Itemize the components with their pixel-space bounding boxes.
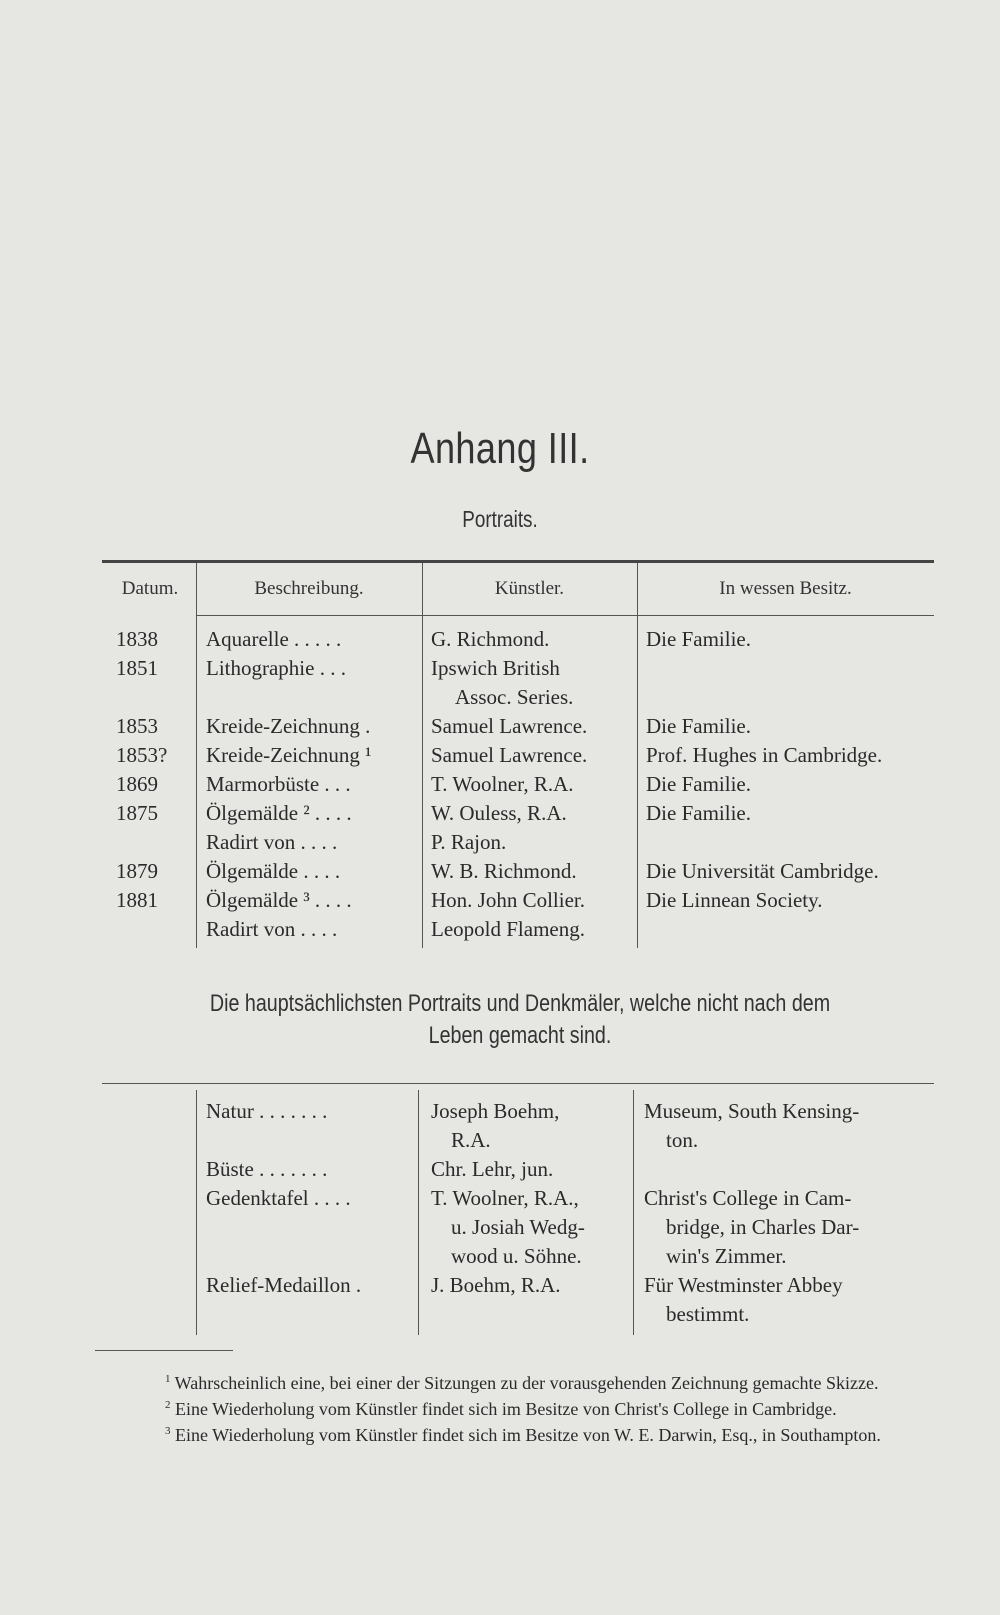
footnote-mark: 2: [165, 1399, 171, 1411]
cell-description: Natur . . . . . . .: [206, 1099, 328, 1123]
cell-owner: Die Familie.: [646, 627, 751, 651]
cell-owner: Die Familie.: [646, 714, 751, 738]
cell-description: Radirt von . . . .: [206, 917, 338, 941]
cell-description: Kreide-Zeichnung .: [206, 714, 371, 738]
table-top-rule: [102, 1083, 934, 1084]
cell-owner: Christ's College in Cam-: [644, 1186, 852, 1210]
section-heading: [100, 988, 940, 1052]
cell-owner: Die Linnean Society.: [646, 888, 823, 912]
cell-description: Radirt von . . . .: [206, 830, 338, 854]
footnote-rule: [95, 1350, 233, 1351]
column-header-owner: In wessen Besitz.: [719, 578, 852, 599]
footnotes: [95, 1368, 935, 1446]
cell-owner: Museum, South Kensing-: [644, 1099, 860, 1123]
cell-artist: G. Richmond.: [431, 627, 550, 651]
cell-owner: Für Westminster Abbey: [644, 1273, 843, 1297]
footnote-text: Eine Wiederholung vom Künstler findet sich im Besitze von Christ's College in Cambridge.: [170, 1399, 837, 1419]
footnote-mark: 3: [165, 1425, 171, 1437]
cell-artist: R.A.: [451, 1128, 491, 1152]
cell-owner: bridge, in Charles Dar-: [666, 1215, 860, 1239]
cell-description: Ölgemälde ³ . . . .: [206, 888, 352, 912]
footnote: [95, 1394, 935, 1420]
cell-artist: wood u. Söhne.: [451, 1244, 582, 1268]
footnote-text: Wahrscheinlich eine, bei einer der Sitzungen zu der vorausgehenden Zeichnung gemachte Skizze.: [170, 1373, 879, 1393]
cell-artist: Ipswich British: [431, 656, 560, 680]
cell-artist: Chr. Lehr, jun.: [431, 1157, 554, 1181]
column-header-description: Beschreibung.: [254, 578, 364, 599]
cell-date: 1853?: [116, 743, 168, 767]
section-heading-line: Leben gemacht sind.: [428, 1022, 612, 1049]
cell-description: Gedenktafel . . . .: [206, 1186, 351, 1210]
cell-date: 1875: [116, 801, 158, 825]
cell-description: Aquarelle . . . . .: [206, 627, 342, 651]
cell-artist: Samuel Lawrence.: [431, 743, 588, 767]
cell-owner: Die Familie.: [646, 772, 751, 796]
cell-description: Lithographie . . .: [206, 656, 346, 680]
cell-artist: Hon. John Collier.: [431, 888, 586, 912]
cell-date: 1869: [116, 772, 158, 796]
cell-date: 1881: [116, 888, 158, 912]
cell-artist: J. Boehm, R.A.: [431, 1273, 561, 1297]
cell-artist: u. Josiah Wedg-: [451, 1215, 585, 1239]
footnote-text: Eine Wiederholung vom Künstler findet sich im Besitze von W. E. Darwin, Esq., in Southampton.: [170, 1425, 881, 1445]
cell-owner: Die Familie.: [646, 801, 751, 825]
cell-owner: Die Universität Cambridge.: [646, 859, 879, 883]
column-header-date: Datum.: [121, 578, 179, 599]
cell-date: 1853: [116, 714, 158, 738]
cell-date: 1879: [116, 859, 158, 883]
column-divider: [422, 563, 423, 948]
page-subtitle: Portraits.: [462, 506, 538, 532]
cell-artist: Joseph Boehm,: [431, 1099, 560, 1123]
column-divider: [196, 1090, 197, 1335]
cell-owner: bestimmt.: [666, 1302, 750, 1326]
cell-artist: W. B. Richmond.: [431, 859, 577, 883]
cell-date: 1851: [116, 656, 158, 680]
page-title: Anhang III.: [410, 424, 590, 473]
column-divider: [637, 563, 638, 948]
column-header-artist: Künstler.: [494, 578, 565, 599]
cell-artist: Samuel Lawrence.: [431, 714, 588, 738]
cell-description: Ölgemälde ² . . . .: [206, 801, 352, 825]
cell-owner: Prof. Hughes in Cambridge.: [646, 743, 883, 767]
cell-artist: P. Rajon.: [431, 830, 507, 854]
footnote: [95, 1420, 935, 1446]
cell-description: Marmorbüste . . .: [206, 772, 351, 796]
cell-owner: ton.: [666, 1128, 699, 1152]
column-divider: [633, 1090, 634, 1335]
cell-artist: Assoc. Series.: [455, 685, 574, 709]
cell-artist: T. Woolner, R.A.: [431, 772, 574, 796]
cell-description: Ölgemälde . . . .: [206, 859, 341, 883]
footnote-mark: 1: [165, 1373, 171, 1385]
cell-owner: win's Zimmer.: [666, 1244, 787, 1268]
footnote: [95, 1368, 935, 1394]
cell-artist: W. Ouless, R.A.: [431, 801, 567, 825]
table-top-rule: [102, 560, 934, 563]
cell-artist: T. Woolner, R.A.,: [431, 1186, 579, 1210]
cell-description: Büste . . . . . . .: [206, 1157, 328, 1181]
header-bottom-rule: [196, 615, 934, 616]
cell-description: Relief-Medaillon .: [206, 1273, 362, 1297]
section-heading-line: Die hauptsächlichsten Portraits und Denkmäler, welche nicht nach dem: [209, 990, 831, 1017]
column-divider: [196, 563, 197, 948]
cell-date: 1838: [116, 627, 158, 651]
cell-description: Kreide-Zeichnung ¹: [206, 743, 372, 767]
cell-artist: Leopold Flameng.: [431, 917, 585, 941]
column-divider: [418, 1090, 419, 1335]
